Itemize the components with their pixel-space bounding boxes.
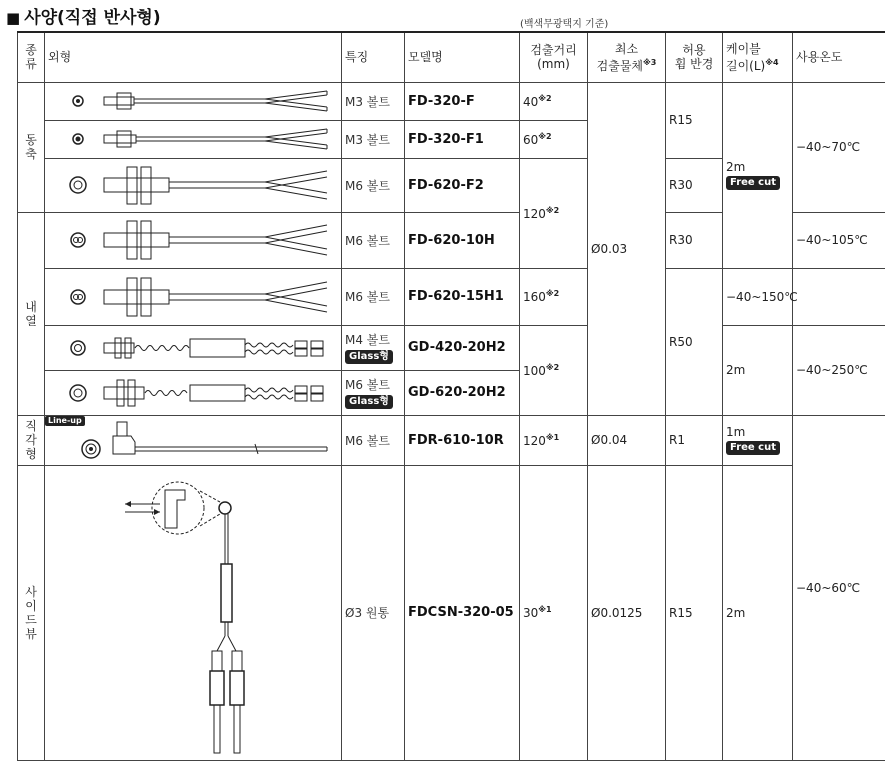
bend-cell: R30 xyxy=(666,158,723,212)
sensor-image xyxy=(45,415,342,465)
temp-cell: −40~105℃ xyxy=(793,212,885,268)
header-feature: 특징 xyxy=(342,32,405,82)
model-cell: FD-620-F2 xyxy=(405,158,520,212)
sensor-image xyxy=(45,120,342,158)
glass-badge: Glass형 xyxy=(345,395,393,409)
feature-cell: M4 볼트 Glass형 xyxy=(342,325,405,370)
fiber-drawing xyxy=(45,416,342,465)
bend-cell: R15 xyxy=(666,82,723,158)
header-min-object: 최소 검출물체$^{※3}$ xyxy=(588,32,666,82)
table-row xyxy=(18,268,885,325)
temp-cell: −40~60℃ xyxy=(793,415,885,760)
distance-cell: 160$^{※2}$ xyxy=(520,268,588,325)
feature-cell: M6 볼트 xyxy=(342,158,405,212)
category-heat: 내 열 xyxy=(18,212,45,415)
model-cell: GD-420-20H2 xyxy=(405,325,520,370)
temp-cell: −40~250℃ xyxy=(793,325,885,415)
feature-cell: M6 볼트 xyxy=(342,415,405,465)
sensor-image xyxy=(45,158,342,212)
category-right-angle: 직 각 형 xyxy=(18,415,45,465)
min-object-cell: Ø0.04 xyxy=(588,415,666,465)
bend-cell: R15 xyxy=(666,465,723,760)
bend-cell: R50 xyxy=(666,268,723,415)
category-side-view: 사 이 드 뷰 xyxy=(18,465,45,760)
feature-cell: M3 볼트 xyxy=(342,120,405,158)
feature-cell: Ø3 원통 xyxy=(342,465,405,760)
model-cell: FD-620-15H1 xyxy=(405,268,520,325)
model-cell: FDCSN-320-05 xyxy=(405,465,520,760)
spec-table xyxy=(17,31,885,761)
bend-cell: R30 xyxy=(666,212,723,268)
free-cut-badge: Free cut xyxy=(726,176,780,190)
distance-cell: 60$^{※2}$ xyxy=(520,120,588,158)
temp-cell: −40~70℃ xyxy=(793,82,885,212)
model-cell: FD-320-F xyxy=(405,82,520,120)
sensor-image xyxy=(45,370,342,415)
table-row xyxy=(18,325,885,370)
cable-cell: 2m Free cut xyxy=(723,82,793,268)
header-type: 종 류 xyxy=(18,32,45,82)
header-temp: 사용온도 xyxy=(793,32,885,82)
fiber-drawing xyxy=(45,159,342,212)
feature-cell: M6 볼트 xyxy=(342,268,405,325)
fiber-drawing xyxy=(45,326,342,370)
distance-cell: 30$^{※1}$ xyxy=(520,465,588,760)
header-appearance: 외형 xyxy=(45,32,342,82)
distance-cell: 120$^{※2}$ xyxy=(520,158,588,268)
model-cell: FD-320-F1 xyxy=(405,120,520,158)
sensor-image xyxy=(45,268,342,325)
cable-cell: 2m xyxy=(723,465,793,760)
model-cell: FD-620-10H xyxy=(405,212,520,268)
feature-cell: M6 볼트 xyxy=(342,212,405,268)
table-row xyxy=(18,465,885,760)
feature-cell: M3 볼트 xyxy=(342,82,405,120)
free-cut-badge: Free cut xyxy=(726,441,780,455)
fiber-drawing xyxy=(45,213,342,268)
cable-cell: 2m xyxy=(723,325,793,415)
line-up-badge: Line-up xyxy=(45,416,85,426)
fiber-drawing xyxy=(45,121,342,158)
title-text: 사양(직접 반사형) xyxy=(24,8,161,28)
header-bend-radius: 허용 휨 반경 xyxy=(666,32,723,82)
page-title xyxy=(6,3,161,28)
min-object-cell: Ø0.0125 xyxy=(588,465,666,760)
sensor-image xyxy=(45,82,342,120)
temp-cell: −40~150℃ xyxy=(723,268,793,325)
header-model: 모델명 xyxy=(405,32,520,82)
header-cable: 케이블 길이$(L)^{※4}$ xyxy=(723,32,793,82)
table-row xyxy=(18,82,885,120)
category-coaxial: 동 축 xyxy=(18,82,45,212)
distance-cell: 40$^{※2}$ xyxy=(520,82,588,120)
model-cell: GD-620-20H2 xyxy=(405,370,520,415)
cable-cell: 1m Free cut xyxy=(723,415,793,465)
header-distance: 검출거리 (mm) xyxy=(520,32,588,82)
bend-cell: R1 xyxy=(666,415,723,465)
distance-cell: 120$^{※1}$ xyxy=(520,415,588,465)
fiber-drawing xyxy=(45,371,342,415)
fiber-drawing xyxy=(45,269,342,325)
table-row xyxy=(18,415,885,465)
distance-cell: 100$^{※2}$ xyxy=(520,325,588,415)
fiber-drawing xyxy=(45,83,342,120)
feature-cell: M6 볼트 Glass형 xyxy=(342,370,405,415)
sensor-image xyxy=(45,465,342,760)
sensor-image xyxy=(45,212,342,268)
square-bullet-icon: ■ xyxy=(6,9,21,27)
sensor-image xyxy=(45,325,342,370)
reference-note: (백색무광택지 기준) xyxy=(520,19,609,30)
model-cell: FDR-610-10R xyxy=(405,415,520,465)
glass-badge: Glass형 xyxy=(345,350,393,364)
fiber-drawing xyxy=(45,466,342,760)
min-object-cell: Ø0.03 xyxy=(588,82,666,415)
